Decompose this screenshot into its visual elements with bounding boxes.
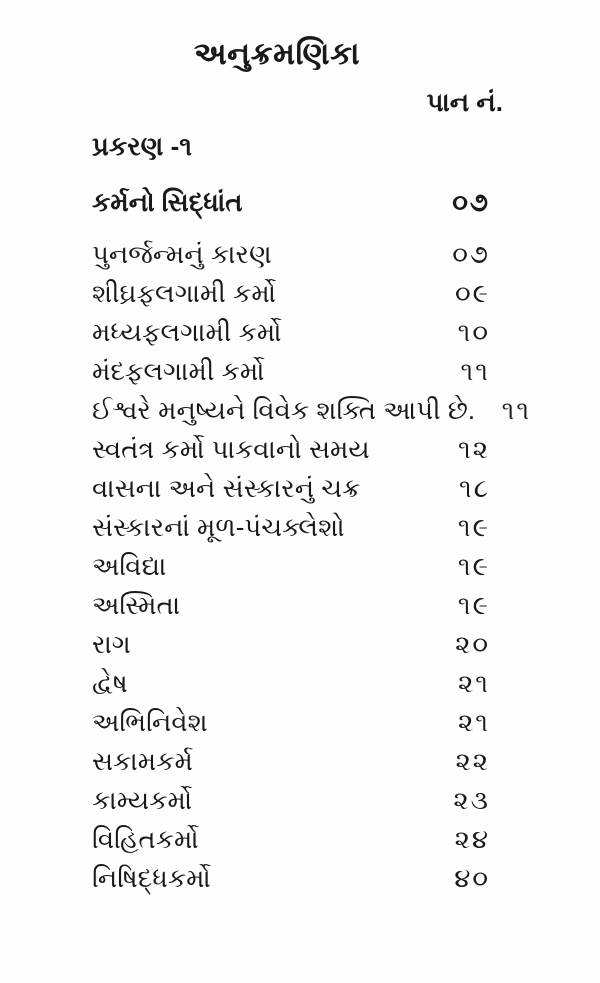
- toc-entry-label: નિષિદ્ધકર્મો: [92, 863, 211, 893]
- toc-entry-page-number: ૨૩: [453, 785, 490, 815]
- toc-entry-page-number: ૨૦: [455, 629, 490, 659]
- toc-entry-page-number: ૪૦: [454, 863, 490, 893]
- toc-entry-page-number: ૨૧: [457, 707, 490, 737]
- toc-entry-page-number: ૧૧: [501, 395, 532, 425]
- toc-row: [92, 508, 490, 547]
- toc-row: [92, 820, 490, 859]
- toc-entry-page-number: ૧૧: [460, 356, 490, 386]
- toc-entry-label: દ્વેષ: [92, 668, 128, 698]
- toc-row: [92, 859, 490, 898]
- toc-row: [92, 183, 490, 222]
- toc-entry-label: કામ્યકર્મો: [92, 785, 193, 815]
- toc-row: [92, 235, 490, 274]
- toc-entry-page-number: ૦૯: [454, 278, 490, 308]
- toc-row: [92, 742, 490, 781]
- page-title: અનુક્રમણિકા: [193, 36, 361, 71]
- toc-entry-label: અભિનિવેશ: [92, 707, 208, 737]
- toc-entry-label: સંસ્કારનાં મૂળ-પંચક્લેશો: [92, 512, 345, 542]
- toc-row: [92, 664, 490, 703]
- toc-entry-label: રાગ: [92, 629, 131, 659]
- toc-entry-label: ઈશ્વરે મનુષ્યને વિવેક શક્તિ આપી છે.: [92, 395, 476, 425]
- toc-entry-label: અસ્મિતા: [92, 590, 181, 620]
- toc-entry-label: પુનર્જન્મનું કારણ: [92, 239, 272, 269]
- toc-row: [92, 391, 532, 430]
- toc-entry-label: સ્વતંત્ર કર્મો પાકવાનો સમય: [92, 434, 370, 464]
- toc-entry-page-number: ૧૯: [457, 590, 490, 620]
- toc-entry-page-number: ૧૨: [457, 434, 490, 464]
- toc-entry-label: મધ્યફલગામી કર્મો: [92, 317, 282, 347]
- toc-entry-label: વાસના અને સંસ્કારનું ચક્ર: [92, 473, 361, 503]
- toc-entry-page-number: ૧૯: [457, 512, 490, 542]
- toc-entry-label: વિહિતકર્મો: [92, 824, 199, 854]
- toc-row: [92, 313, 490, 352]
- toc-entry-page-number: ૦૭: [452, 239, 490, 269]
- toc-row: [92, 430, 490, 469]
- toc-entry-list: [0, 183, 600, 898]
- toc-entry-page-number: ૨૪: [454, 824, 490, 854]
- toc-entry-page-number: ૨૨: [455, 746, 490, 776]
- toc-row: [92, 352, 490, 391]
- toc-row: [92, 703, 490, 742]
- toc-row: [92, 781, 490, 820]
- toc-entry-label: કર્મનો સિદ્ધાંત: [92, 187, 243, 217]
- toc-entry-label: મંદફલગામી કર્મો: [92, 356, 265, 386]
- toc-row: [92, 625, 490, 664]
- chapter-heading: પ્રકરણ -૧: [92, 131, 192, 161]
- toc-entry-label: શીઘ્રફલગામી કર્મો: [92, 278, 276, 308]
- toc-entry-page-number: ૧૯: [457, 551, 490, 581]
- toc-row: [92, 469, 490, 508]
- toc-entry-label: અવિદ્યા: [92, 551, 167, 581]
- toc-entry-page-number: ૧૦: [457, 317, 490, 347]
- toc-row: [92, 586, 490, 625]
- scanned-book-page: [0, 36, 600, 983]
- toc-entry-page-number: ૨૧: [457, 668, 490, 698]
- toc-entry-page-number: ૧૮: [458, 473, 490, 503]
- page-number-column-header: પાન નં.: [426, 87, 503, 117]
- toc-entry-label: સકામકર્મ: [92, 746, 193, 776]
- toc-row: [92, 547, 490, 586]
- toc-entry-page-number: ૦૭: [452, 187, 490, 217]
- toc-row: [92, 274, 490, 313]
